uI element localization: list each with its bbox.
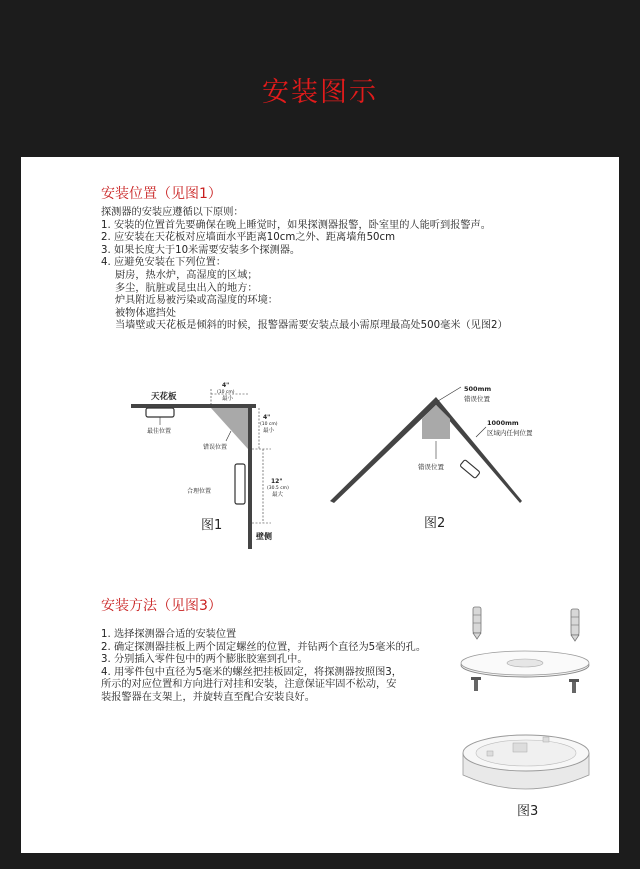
wall-anchor-icon: [571, 609, 579, 641]
text-line: 1. 选择探测器合适的安装位置: [101, 629, 237, 640]
dim-top-min: 最小: [222, 396, 234, 402]
mounting-plate-icon: [461, 651, 589, 677]
text-line: 3. 如果长度大于10米需要安装多个探测器。: [101, 244, 301, 256]
text-line: 2. 应安装在天花板对应墙面水平距离10cm之外、距离墙角50cm: [101, 232, 396, 244]
dim-side-value: 4": [263, 414, 271, 421]
text-line: 3. 分别插入零件包中的两个膨胀胶塞到孔中。: [101, 654, 308, 666]
best-position-label: 最佳位置: [147, 428, 172, 435]
screw-icon: [471, 677, 481, 691]
figure-2-caption: 图2: [424, 516, 446, 531]
dim-long-cm: (30.5 cm): [267, 486, 289, 491]
instruction-sheet: [21, 157, 619, 853]
text-line: 多尘，肮脏或昆虫出入的地方：: [115, 282, 258, 294]
wall-line: [248, 404, 252, 549]
figure-1-diagram: [121, 379, 341, 554]
dim-1000-label: 1000mm: [487, 419, 519, 427]
text-line: 被物体遮挡处: [115, 307, 177, 319]
dim-side-cm: (10 cm): [260, 422, 278, 427]
dim-top-cm: (10 cm): [217, 390, 235, 395]
ceiling-detector-icon: [146, 408, 174, 417]
ceiling-line: [131, 404, 256, 408]
dim-long-max: 最大: [272, 492, 284, 498]
dim-top-value: 4": [222, 382, 230, 389]
ceiling-label: 天花板: [151, 392, 177, 402]
figure-3-caption: 图3: [517, 804, 539, 819]
text-line: 所示的对应位置和方向进行对挂和安装，注意保证牢固不松动，安: [101, 679, 397, 691]
sloped-ceiling: [330, 397, 522, 503]
section-install-position-text: [101, 207, 508, 333]
slope-detector-icon: [460, 460, 480, 479]
wall-anchor-icon: [473, 607, 481, 639]
dim-long-value: 12": [271, 478, 283, 485]
wall-label: 壁侧: [256, 532, 272, 541]
page-title: 安装图示: [262, 77, 378, 108]
section-install-method-title: 安装方法（见图3）: [101, 598, 222, 614]
text-line: 探测器的安装应遵循以下原则：: [101, 207, 244, 218]
dim-500-label: 500mm: [464, 385, 492, 393]
dead-air-zone: [211, 408, 248, 449]
text-line: 2. 确定探测器挂板上两个固定螺丝的位置，并钻两个直径为5毫米的孔。: [101, 641, 427, 653]
figure-2-diagram: [326, 379, 556, 549]
wrong-position-bottom-label: 错误位置: [418, 463, 444, 471]
text-line: 4. 应避免安装在下列位置：: [101, 257, 227, 269]
wall-detector-icon: [235, 464, 245, 504]
screw-icon: [569, 679, 579, 693]
figure-3-diagram: [453, 603, 613, 823]
section-install-method-text: [101, 629, 426, 705]
text-line: 装报警器在支架上，并旋转直至配合安装良好。: [101, 691, 315, 703]
text-line: 4. 用零件包中直径为5毫米的螺丝把挂板固定，将探测器按照图3，: [101, 666, 402, 678]
text-line: 厨房，热水炉，高湿度的区域；: [115, 269, 258, 281]
text-line: 当墙壁或天花板是倾斜的时候，报警器需要安装点最小需原理最高处500毫米（见图2）: [115, 320, 508, 332]
text-line: 1. 安装的位置首先要确保在晚上睡觉时，如果探测器报警，卧室里的人能听到报警声。: [101, 219, 491, 231]
section-install-position-title: 安装位置（见图1）: [101, 186, 222, 202]
text-line: 炉具附近易被污染或高湿度的环境：: [115, 295, 278, 307]
wrong-position-top-label: 错误位置: [464, 395, 490, 403]
smoke-detector-icon: [463, 735, 589, 789]
any-position-label: 区域内任何位置: [487, 429, 533, 437]
wrong-position-label: 错误位置: [203, 444, 228, 451]
dim-side-min: 最小: [263, 428, 275, 434]
proper-position-label: 合理位置: [187, 488, 212, 495]
figure-1-caption: 图1: [201, 518, 223, 533]
